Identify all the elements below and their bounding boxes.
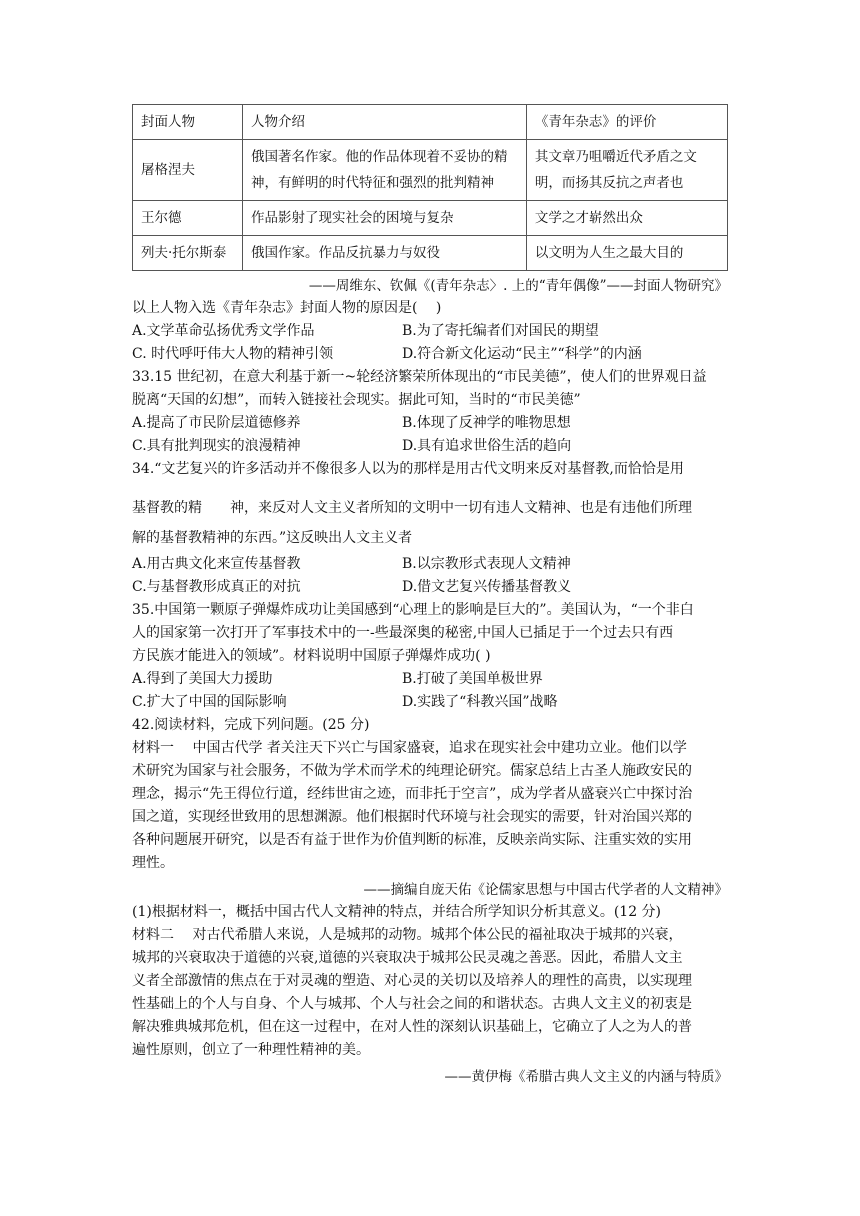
question-34-options-row (132, 553, 728, 576)
table-header-row (133, 105, 728, 140)
table-cell: 以文明为人生之最大目的 (526, 236, 727, 271)
option-c: C.具有批判现实的浪漫精神 (132, 438, 301, 454)
question-34-stem: 基督教的精 神，来反对人文主义者所知的文明中一切有违人文精神、也是有违他们所理 (132, 500, 692, 516)
question-32-stem: 以上人物入选《青年杂志》封面人物的原因是( ) (132, 300, 442, 316)
material-1-line: 材料一 中国古代学 者关注天下兴亡与国家盛衰，追求在现实社会中建功立业。他们以学 (132, 740, 687, 756)
table-cell: 俄国作家。作品反抗暴力与奴役 (242, 236, 526, 271)
option-b: B.为了寄托编者们对国民的期望 (402, 323, 599, 339)
material-1-line: 理性。 (132, 855, 174, 871)
material-2-line: 性基础上的个人与自身、个人与城邦、个人与社会之间的和谐状态。古典人文主义的初衷是 (132, 996, 692, 1012)
material-1-line: 术研究为国家与社会服务，不做为学术而学术的纯理论研究。儒家总结上古圣人施政安民的 (132, 763, 692, 779)
question-33-options-row (132, 435, 728, 458)
material-1-line: 国之道，实现经世致用的思想渊源。他们根据时代环境与社会现实的需要，针对治国兴郑的 (132, 809, 692, 825)
question-34-stem: 34.“文艺复兴的许多活动并不像很多人以为的那样是用古代文明来反对基督教,而恰恰是用 (132, 461, 684, 477)
sub-question-1: (1)根据材料一，概括中国古代人文精神的特点，并结合所学知识分析其意义。(12 分) (132, 904, 662, 920)
exam-page (132, 104, 728, 1088)
option-d: D.具有追求世俗生活的趋向 (402, 438, 572, 454)
option-a: A.用古典文化来宣传基督教 (132, 556, 301, 572)
option-c: C.与基督教形成真正的对抗 (132, 579, 301, 595)
option-a: A.提高了市民阶层道德修养 (132, 415, 301, 431)
table-row (133, 201, 728, 236)
option-b: B.体现了反神学的唯物思想 (402, 415, 571, 431)
question-32-options-row (132, 320, 728, 343)
table-source: ——周维东、钦佩《(青年杂志〉. 上的“青年偶像”——封面人物研究》 (308, 278, 728, 294)
table-cell: 屠格涅夫 (133, 140, 243, 201)
table-header-cell: 人物介绍 (242, 105, 526, 140)
option-b: B.打破了美国单极世界 (402, 671, 543, 687)
question-35-options-row (132, 691, 728, 714)
table-row (133, 236, 728, 271)
material-2-line: 城邦的兴衰取决于道德的兴衰,道德的兴衰取决于城邦公民灵魂之善恶。因此，希腊人文主 (132, 950, 683, 966)
question-33-stem: 脱离“天国的幻想”，而转入链接社会现实。据此可知，当时的“市民美德” (132, 392, 581, 408)
table-row (133, 140, 728, 201)
table-cell: 作品影射了现实社会的困境与复杂 (242, 201, 526, 236)
option-a: A.文学革命弘扬优秀文学作品 (132, 323, 315, 339)
material-2-line: 义者全部激情的焦点在于对灵魂的塑造、对心灵的关切以及培养人的理性的高贵，以实现理 (132, 973, 692, 989)
option-a: A.得到了美国大力援助 (132, 671, 273, 687)
option-c: C.扩大了中国的国际影响 (132, 694, 287, 710)
question-35-stem: 方民族才能进入的领域”。材料说明中国原子弹爆炸成功( ) (132, 648, 491, 664)
material-2-source: ——黄伊梅《希腊古典人文主义的内涵与特质》 (444, 1069, 728, 1085)
question-42-title: 42.阅读材料，完成下列问题。(25 分) (132, 717, 370, 733)
question-32-options-row (132, 343, 728, 366)
option-b: B.以宗教形式表现人文精神 (402, 556, 571, 572)
question-33-stem: 33.15 世纪初，在意大利基于新一~轮经济繁荣所体现出的“市民美德”，使人们的世界观日益 (132, 369, 707, 385)
option-d: D.实践了“科教兴国”战略 (402, 694, 558, 710)
material-1-line: 各种问题展开研究，以是否有益于世作为价值判断的标准，反映亲尚实际、注重实效的实用 (132, 832, 692, 848)
option-c: C. 时代呼吁伟大人物的精神引领 (132, 346, 334, 362)
option-d: D.借文艺复兴传播基督教义 (402, 579, 572, 595)
cover-figures-table (132, 104, 728, 271)
table-cell: 列夫·托尔斯泰 (133, 236, 243, 271)
table-header-cell: 《青年杂志》的评价 (526, 105, 727, 140)
table-cell: 俄国著名作家。他的作品体现着不妥协的精神，有鲜明的时代特征和强烈的批判精神 (242, 140, 526, 201)
question-33-options-row (132, 412, 728, 435)
question-34-options-row (132, 576, 728, 599)
material-2-line: 材料二 对古代希腊人来说，人是城邦的动物。城邦个体公民的福祉取决于城邦的兴衰， (132, 927, 683, 943)
material-2-line: 遍性原则，创立了一种理性精神的美。 (132, 1042, 370, 1058)
material-2-line: 解决雅典城邦危机，但在这一过程中，在对人性的深刻认识基础上，它确立了人之为人的普 (132, 1019, 692, 1035)
question-35-stem: 人的国家第一次打开了军事技术中的一-些最深奥的秘密,中国人已插足于一个过去只有西 (132, 625, 674, 641)
table-cell: 王尔德 (133, 201, 243, 236)
question-34-stem: 解的基督教精神的东西。”这反映出人文主义者 (132, 530, 413, 546)
material-1-line: 理念，揭示“先王得位行道，经纬世宙之迹，而非托于空言”，成为学者从盛衰兴亡中探讨治 (132, 786, 693, 802)
material-1-source: ——摘编自庞天佑《论儒家思想与中国古代学者的人文精神》 (363, 882, 728, 898)
table-cell: 文学之才崭然出众 (526, 201, 727, 236)
table-header-cell: 封面人物 (133, 105, 243, 140)
option-d: D.符合新文化运动“民主”“科学”的内涵 (402, 346, 642, 362)
question-35-options-row (132, 668, 728, 691)
table-cell: 其文章乃咀嚼近代矛盾之文明，而扬其反抗之声者也 (526, 140, 727, 201)
question-35-stem: 35.中国第一颗原子弹爆炸成功让美国感到“心理上的影响是巨大的”。美国认为，“一个非白 (132, 602, 694, 618)
